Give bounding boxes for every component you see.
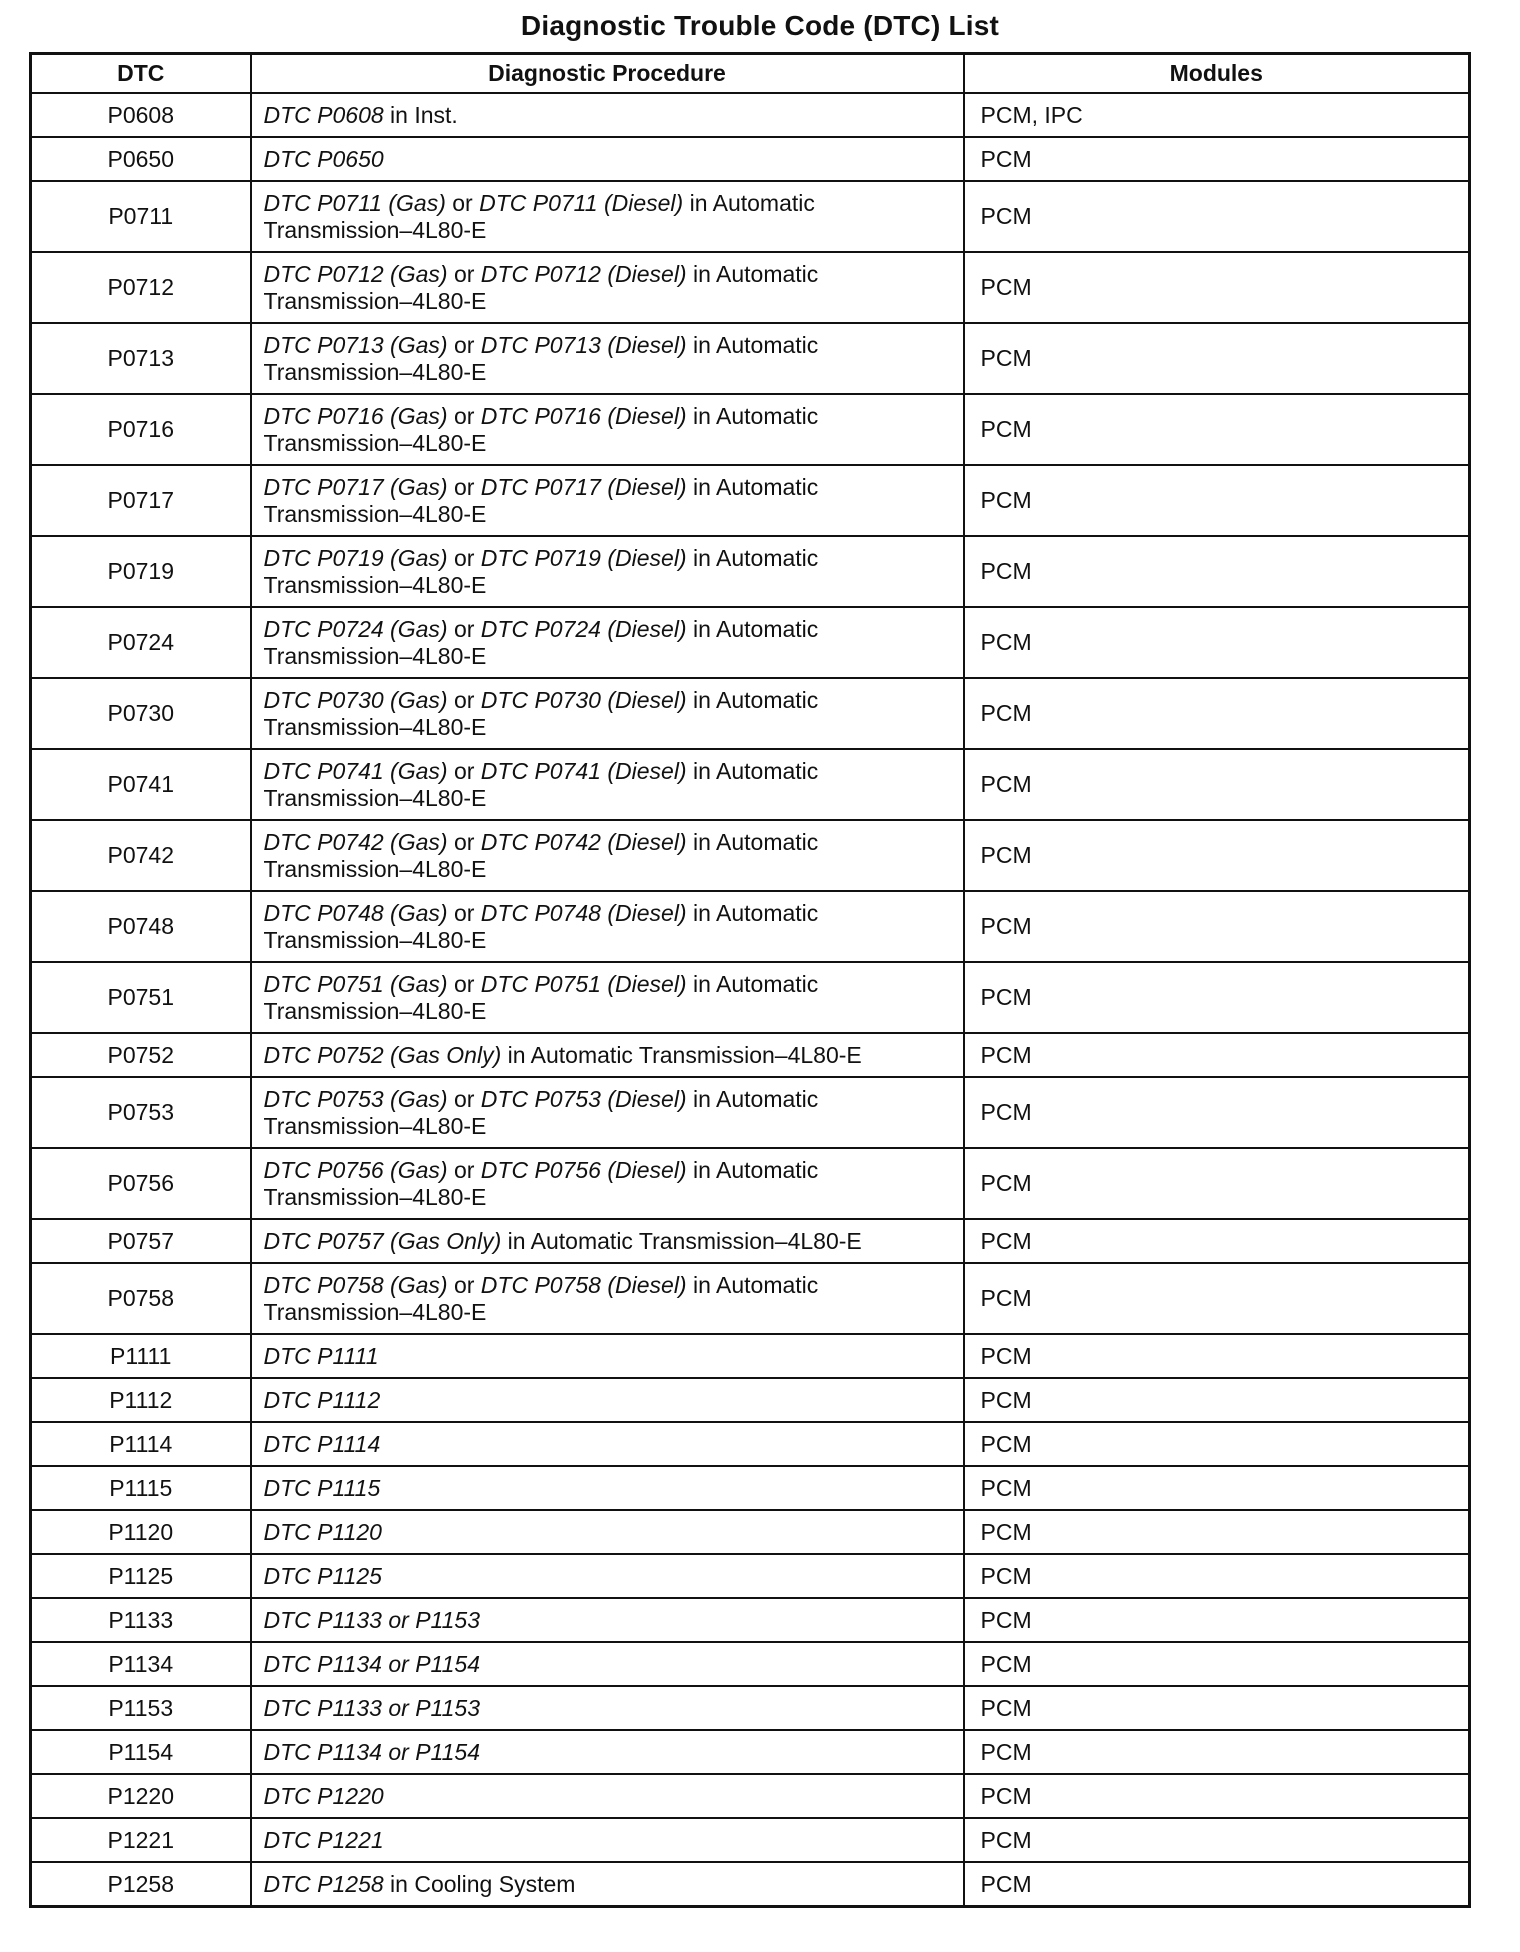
modules: PCM	[964, 181, 1470, 252]
modules: PCM	[964, 891, 1470, 962]
diagnostic-procedure	[251, 820, 964, 891]
procedure-reference: DTC P0752 (Gas Only)	[263, 1041, 502, 1068]
table-row	[31, 1686, 1470, 1730]
procedure-reference: DTC P0724 (Gas)	[263, 615, 448, 642]
diagnostic-procedure	[251, 962, 964, 1033]
procedure-text: in Automatic Transmission–4L80-E	[263, 189, 815, 243]
diagnostic-procedure	[251, 749, 964, 820]
header-dtc: DTC	[31, 54, 251, 94]
procedure-text: in Inst.	[383, 101, 458, 128]
procedure-text: in Automatic Transmission–4L80-E	[263, 899, 819, 953]
diagnostic-procedure	[251, 1598, 964, 1642]
diagnostic-procedure	[251, 1774, 964, 1818]
modules: PCM	[964, 1466, 1470, 1510]
modules: PCM	[964, 1510, 1470, 1554]
procedure-text: or	[447, 757, 481, 784]
procedure-reference: DTC P0751 (Diesel)	[480, 970, 687, 997]
table-row	[31, 1554, 1470, 1598]
dtc-code: P0756	[31, 1148, 251, 1219]
procedure-reference: DTC P0742 (Gas)	[263, 828, 448, 855]
procedure-text: in Automatic Transmission–4L80-E	[263, 1156, 819, 1210]
procedure-text: in Automatic Transmission–4L80-E	[263, 544, 819, 598]
dtc-code: P0712	[31, 252, 251, 323]
table-row	[31, 1730, 1470, 1774]
diagnostic-procedure	[251, 1642, 964, 1686]
modules: PCM	[964, 1033, 1470, 1077]
procedure-text: in Automatic Transmission–4L80-E	[263, 402, 819, 456]
procedure-reference: DTC P1111	[263, 1342, 379, 1369]
dtc-code: P1220	[31, 1774, 251, 1818]
procedure-text: or	[447, 1271, 481, 1298]
procedure-text: in Automatic Transmission–4L80-E	[263, 331, 819, 385]
table-row	[31, 1510, 1470, 1554]
procedure-reference: DTC P0711 (Diesel)	[479, 189, 684, 216]
diagnostic-procedure	[251, 137, 964, 181]
procedure-text: or	[447, 828, 481, 855]
modules: PCM	[964, 1263, 1470, 1334]
procedure-reference: DTC P0719 (Gas)	[263, 544, 448, 571]
dtc-code: P0724	[31, 607, 251, 678]
diagnostic-procedure	[251, 1033, 964, 1077]
procedure-reference: DTC P0753 (Diesel)	[480, 1085, 687, 1112]
procedure-text: in Automatic Transmission–4L80-E	[501, 1041, 862, 1068]
procedure-text: in Automatic Transmission–4L80-E	[263, 260, 819, 314]
modules: PCM	[964, 820, 1470, 891]
procedure-reference: DTC P0712 (Gas)	[263, 260, 448, 287]
dtc-code: P0650	[31, 137, 251, 181]
modules: PCM	[964, 1378, 1470, 1422]
procedure-text: or	[447, 686, 481, 713]
modules: PCM	[964, 1077, 1470, 1148]
diagnostic-procedure	[251, 252, 964, 323]
table-row	[31, 181, 1470, 252]
procedure-reference: DTC P1133 or P1153	[263, 1694, 480, 1721]
modules: PCM	[964, 1642, 1470, 1686]
dtc-code: P0730	[31, 678, 251, 749]
procedure-reference: DTC P0741 (Diesel)	[480, 757, 687, 784]
diagnostic-procedure	[251, 1466, 964, 1510]
procedure-text: or	[447, 970, 481, 997]
procedure-reference: DTC P1258	[263, 1870, 384, 1897]
diagnostic-procedure	[251, 181, 964, 252]
dtc-code: P1125	[31, 1554, 251, 1598]
modules: PCM	[964, 252, 1470, 323]
table-row	[31, 1219, 1470, 1263]
modules: PCM	[964, 1148, 1470, 1219]
table-row	[31, 1422, 1470, 1466]
dtc-code: P0711	[31, 181, 251, 252]
diagnostic-procedure	[251, 1510, 964, 1554]
dtc-table	[29, 52, 1471, 1908]
modules: PCM	[964, 323, 1470, 394]
procedure-reference: DTC P0756 (Gas)	[263, 1156, 448, 1183]
procedure-reference: DTC P0758 (Diesel)	[480, 1271, 687, 1298]
modules: PCM	[964, 607, 1470, 678]
table-row	[31, 137, 1470, 181]
procedure-text: or	[445, 189, 480, 216]
modules: PCM	[964, 1554, 1470, 1598]
procedure-text: in Cooling System	[383, 1870, 576, 1897]
dtc-code: P0748	[31, 891, 251, 962]
procedure-text: in Automatic Transmission–4L80-E	[263, 686, 819, 740]
modules: PCM	[964, 1598, 1470, 1642]
diagnostic-procedure	[251, 1422, 964, 1466]
procedure-text: or	[447, 331, 481, 358]
modules: PCM	[964, 678, 1470, 749]
modules: PCM	[964, 1730, 1470, 1774]
dtc-code: P0741	[31, 749, 251, 820]
table-header-row	[31, 54, 1470, 94]
table-row	[31, 1334, 1470, 1378]
procedure-reference: DTC P1115	[263, 1474, 381, 1501]
table-row	[31, 536, 1470, 607]
procedure-reference: DTC P1134 or P1154	[263, 1650, 480, 1677]
table-row	[31, 1818, 1470, 1862]
procedure-reference: DTC P1120	[263, 1518, 382, 1545]
dtc-code: P0716	[31, 394, 251, 465]
procedure-reference: DTC P1114	[263, 1430, 381, 1457]
dtc-code: P0608	[31, 93, 251, 137]
diagnostic-procedure	[251, 93, 964, 137]
procedure-reference: DTC P0717 (Gas)	[263, 473, 448, 500]
dtc-code: P1112	[31, 1378, 251, 1422]
dtc-code: P0757	[31, 1219, 251, 1263]
procedure-text: in Automatic Transmission–4L80-E	[263, 828, 819, 882]
procedure-text: in Automatic Transmission–4L80-E	[263, 473, 819, 527]
procedure-text: or	[447, 899, 481, 926]
procedure-reference: DTC P0748 (Diesel)	[480, 899, 687, 926]
diagnostic-procedure	[251, 1818, 964, 1862]
table-row	[31, 1466, 1470, 1510]
procedure-reference: DTC P0713 (Diesel)	[480, 331, 687, 358]
diagnostic-procedure	[251, 1148, 964, 1219]
header-modules: Modules	[964, 54, 1470, 94]
dtc-code: P0713	[31, 323, 251, 394]
dtc-code: P1258	[31, 1862, 251, 1907]
dtc-code: P1133	[31, 1598, 251, 1642]
table-body	[31, 93, 1470, 1907]
header-procedure: Diagnostic Procedure	[251, 54, 964, 94]
modules: PCM	[964, 1862, 1470, 1907]
table-row	[31, 962, 1470, 1033]
diagnostic-procedure	[251, 1334, 964, 1378]
procedure-reference: DTC P1112	[263, 1386, 381, 1413]
modules: PCM	[964, 1422, 1470, 1466]
procedure-reference: DTC P0608	[263, 101, 384, 128]
procedure-reference: DTC P0751 (Gas)	[263, 970, 448, 997]
diagnostic-procedure	[251, 1730, 964, 1774]
dtc-code: P0719	[31, 536, 251, 607]
procedure-reference: DTC P0717 (Diesel)	[480, 473, 687, 500]
procedure-text: in Automatic Transmission–4L80-E	[501, 1227, 862, 1254]
dtc-code: P0753	[31, 1077, 251, 1148]
procedure-text: in Automatic Transmission–4L80-E	[263, 757, 819, 811]
dtc-code: P1134	[31, 1642, 251, 1686]
dtc-code: P0751	[31, 962, 251, 1033]
procedure-text: or	[447, 1085, 481, 1112]
procedure-text: or	[447, 402, 481, 429]
procedure-reference: DTC P0719 (Diesel)	[480, 544, 687, 571]
table-row	[31, 465, 1470, 536]
procedure-reference: DTC P0650	[263, 145, 384, 172]
table-row	[31, 891, 1470, 962]
diagnostic-procedure	[251, 1263, 964, 1334]
dtc-code: P1111	[31, 1334, 251, 1378]
table-row	[31, 1077, 1470, 1148]
table-row	[31, 323, 1470, 394]
procedure-reference: DTC P0748 (Gas)	[263, 899, 448, 926]
modules: PCM	[964, 1334, 1470, 1378]
procedure-reference: DTC P0730 (Diesel)	[480, 686, 687, 713]
dtc-code: P1120	[31, 1510, 251, 1554]
table-row	[31, 252, 1470, 323]
dtc-code: P1221	[31, 1818, 251, 1862]
procedure-reference: DTC P0711 (Gas)	[263, 189, 446, 216]
diagnostic-procedure	[251, 678, 964, 749]
diagnostic-procedure	[251, 1686, 964, 1730]
diagnostic-procedure	[251, 607, 964, 678]
procedure-reference: DTC P0713 (Gas)	[263, 331, 448, 358]
table-row	[31, 749, 1470, 820]
table-row	[31, 607, 1470, 678]
dtc-code: P0752	[31, 1033, 251, 1077]
procedure-text: in Automatic Transmission–4L80-E	[263, 615, 819, 669]
table-row	[31, 1862, 1470, 1907]
modules: PCM	[964, 749, 1470, 820]
procedure-text: or	[447, 544, 481, 571]
table-row	[31, 1263, 1470, 1334]
table-row	[31, 93, 1470, 137]
procedure-reference: DTC P0758 (Gas)	[263, 1271, 448, 1298]
table-row	[31, 820, 1470, 891]
procedure-reference: DTC P0742 (Diesel)	[480, 828, 687, 855]
modules: PCM	[964, 1686, 1470, 1730]
table-row	[31, 1598, 1470, 1642]
procedure-text: or	[447, 1156, 481, 1183]
modules: PCM	[964, 1774, 1470, 1818]
diagnostic-procedure	[251, 1378, 964, 1422]
dtc-code: P1114	[31, 1422, 251, 1466]
procedure-reference: DTC P1221	[263, 1826, 384, 1853]
modules: PCM	[964, 962, 1470, 1033]
procedure-reference: DTC P0724 (Diesel)	[480, 615, 687, 642]
procedure-reference: DTC P0730 (Gas)	[263, 686, 448, 713]
dtc-code: P1154	[31, 1730, 251, 1774]
procedure-reference: DTC P0716 (Gas)	[263, 402, 448, 429]
diagnostic-procedure	[251, 1554, 964, 1598]
diagnostic-procedure	[251, 891, 964, 962]
dtc-code: P0742	[31, 820, 251, 891]
procedure-text: or	[447, 260, 481, 287]
modules: PCM	[964, 1818, 1470, 1862]
dtc-code: P1115	[31, 1466, 251, 1510]
procedure-reference: DTC P0753 (Gas)	[263, 1085, 448, 1112]
procedure-reference: DTC P1125	[263, 1562, 382, 1589]
modules: PCM	[964, 536, 1470, 607]
table-row	[31, 1774, 1470, 1818]
procedure-text: in Automatic Transmission–4L80-E	[263, 1085, 819, 1139]
diagnostic-procedure	[251, 536, 964, 607]
table-row	[31, 394, 1470, 465]
table-row	[31, 1378, 1470, 1422]
modules: PCM	[964, 394, 1470, 465]
modules: PCM	[964, 1219, 1470, 1263]
modules: PCM, IPC	[964, 93, 1470, 137]
procedure-text: in Automatic Transmission–4L80-E	[263, 1271, 819, 1325]
diagnostic-procedure	[251, 465, 964, 536]
procedure-reference: DTC P0757 (Gas Only)	[263, 1227, 502, 1254]
diagnostic-procedure	[251, 323, 964, 394]
diagnostic-procedure	[251, 394, 964, 465]
procedure-reference: DTC P1220	[263, 1782, 384, 1809]
procedure-reference: DTC P0756 (Diesel)	[480, 1156, 687, 1183]
diagnostic-procedure	[251, 1862, 964, 1907]
diagnostic-procedure	[251, 1219, 964, 1263]
modules: PCM	[964, 137, 1470, 181]
procedure-reference: DTC P0712 (Diesel)	[480, 260, 687, 287]
dtc-code: P0717	[31, 465, 251, 536]
procedure-text: or	[447, 615, 481, 642]
table-row	[31, 678, 1470, 749]
procedure-reference: DTC P0716 (Diesel)	[480, 402, 687, 429]
page-title: Diagnostic Trouble Code (DTC) List	[520, 10, 1000, 41]
table-row	[31, 1148, 1470, 1219]
procedure-reference: DTC P1134 or P1154	[263, 1738, 480, 1765]
procedure-reference: DTC P1133 or P1153	[263, 1606, 480, 1633]
modules: PCM	[964, 465, 1470, 536]
dtc-code: P0758	[31, 1263, 251, 1334]
table-row	[31, 1642, 1470, 1686]
procedure-text: in Automatic Transmission–4L80-E	[263, 970, 819, 1024]
dtc-code: P1153	[31, 1686, 251, 1730]
procedure-text: or	[447, 473, 481, 500]
diagnostic-procedure	[251, 1077, 964, 1148]
table-row	[31, 1033, 1470, 1077]
procedure-reference: DTC P0741 (Gas)	[263, 757, 448, 784]
